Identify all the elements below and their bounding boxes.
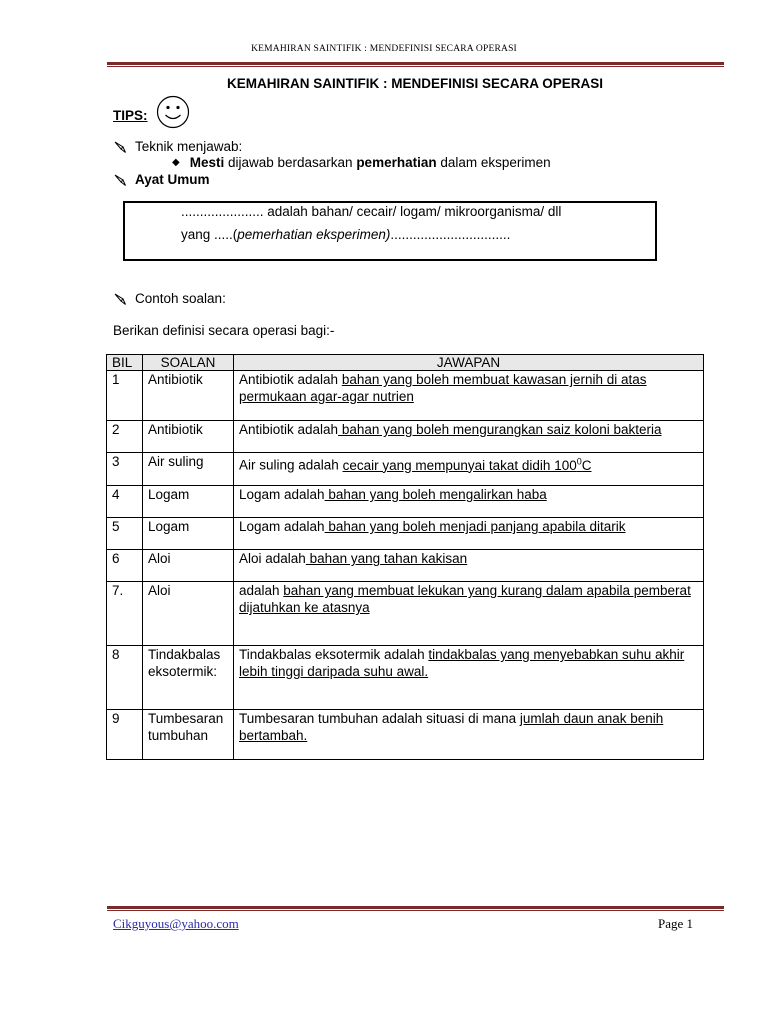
table-row [107, 453, 704, 486]
running-header: KEMAHIRAN SAINTIFIK : MENDEFINISI SECARA OPERASI [251, 44, 517, 54]
ayat-umum-text: Ayat Umum [135, 172, 210, 187]
row-bil: 7. [107, 582, 143, 646]
row-jawapan: Tumbesaran tumbuhan adalah situasi di mana jumlah daun anak benih bertambah. [234, 710, 704, 760]
smiley-icon [156, 95, 190, 129]
row-soalan: Logam [143, 486, 234, 518]
row-jawapan: Antibiotik adalah bahan yang boleh mengurangkan saiz koloni bakteria [234, 421, 704, 453]
header-rule-thin [107, 66, 724, 67]
table-row [107, 710, 704, 760]
bullet-mesti [172, 155, 551, 170]
row-soalan: Antibiotik [143, 421, 234, 453]
pencil-icon [113, 140, 127, 154]
table-row [107, 371, 704, 421]
row-jawapan: Logam adalah bahan yang boleh mengalirkan haba [234, 486, 704, 518]
row-soalan: Antibiotik [143, 371, 234, 421]
pencil-icon [113, 173, 127, 187]
row-bil: 8 [107, 646, 143, 710]
bullet-ayat-umum [113, 172, 210, 187]
bullet-contoh [113, 291, 226, 306]
answers-table [106, 354, 704, 760]
row-soalan: Logam [143, 518, 234, 550]
header-bil: BIL [107, 355, 143, 371]
mesti-text: Mesti dijawab berdasarkan pemerhatian dalam eksperimen [189, 155, 551, 170]
row-jawapan: Logam adalah bahan yang boleh menjadi panjang apabila ditarik [234, 518, 704, 550]
row-soalan: Aloi [143, 582, 234, 646]
pencil-icon [113, 292, 127, 306]
row-soalan: Aloi [143, 550, 234, 582]
box-line-2: yang .....(pemerhatian eksperimen)................................ [181, 227, 511, 242]
page-number: Page 1 [658, 916, 694, 931]
row-jawapan: Aloi adalah bahan yang tahan kakisan [234, 550, 704, 582]
row-bil: 2 [107, 421, 143, 453]
table-header-row [107, 355, 704, 371]
table-row [107, 421, 704, 453]
header-jawapan: JAWAPAN [234, 355, 704, 371]
row-bil: 5 [107, 518, 143, 550]
header-soalan: SOALAN [143, 355, 234, 371]
footer-rule-thin [107, 910, 724, 911]
intro-text: Berikan definisi secara operasi bagi:- [113, 323, 335, 338]
bullet-teknik [113, 139, 242, 154]
page-title: KEMAHIRAN SAINTIFIK : MENDEFINISI SECARA OPERASI [226, 76, 604, 91]
table-row [107, 550, 704, 582]
row-jawapan: Antibiotik adalah bahan yang boleh membuat kawasan jernih di atas permukaan agar-agar nutrien [234, 371, 704, 421]
row-soalan: Tumbesaran tumbuhan [143, 710, 234, 760]
footer-rule [107, 906, 724, 909]
contoh-text: Contoh soalan: [135, 291, 226, 306]
row-soalan: Tindakbalas eksotermik: [143, 646, 234, 710]
diamond-icon: ◆ [172, 157, 180, 168]
tips-label: TIPS: [113, 108, 148, 123]
table-row [107, 646, 704, 710]
header-rule [107, 62, 724, 65]
box-line-1: ...................... adalah bahan/ cecair/ logam/ mikroorganisma/ dll [181, 204, 562, 219]
row-jawapan: Tindakbalas eksotermik adalah tindakbalas yang menyebabkan suhu akhir lebih tinggi daripada suhu awal. [234, 646, 704, 710]
row-jawapan: Air suling adalah cecair yang mempunyai takat didih $100^0C$ [234, 453, 704, 486]
row-bil: 3 [107, 453, 143, 486]
email-link[interactable]: Cikguyous@yahoo.com [113, 916, 239, 931]
row-jawapan: adalah bahan yang membuat lekukan yang kurang dalam apabila pemberat dijatuhkan ke atasnya [234, 582, 704, 646]
table-row [107, 486, 704, 518]
teknik-text: Teknik menjawab: [135, 139, 243, 154]
row-bil: 6 [107, 550, 143, 582]
table-row [107, 582, 704, 646]
row-bil: 1 [107, 371, 143, 421]
row-soalan: Air suling [143, 453, 234, 486]
row-bil: 9 [107, 710, 143, 760]
row-bil: 4 [107, 486, 143, 518]
table-row [107, 518, 704, 550]
